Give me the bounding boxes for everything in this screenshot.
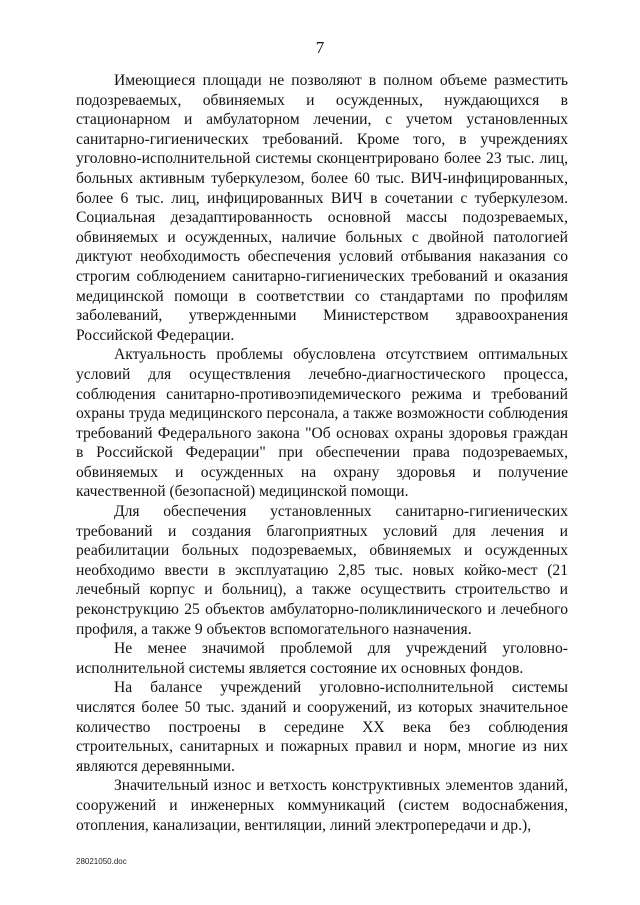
paragraph-fixed-assets: Не менее значимой проблемой для учреждений уголовно-исполнительной системы является состояние их основных фондов. (76, 640, 568, 677)
paragraph-requirements: Для обеспечения установленных санитарно-гигиенических требований и создания благоприятных условий для лечения и реабилитации больных подозреваемых, обвиняемых и осужденных необходимо ввести в эксплуатацию 2,85 тыс. новых койко-мест (21 лечебный корпус и больниц), а также осуществить строительство и реконструкцию 25 объектов амбулаторно-поликлинического и лечебного профиля, а также 9 объектов вспомогательного назначения. (76, 503, 568, 638)
page-number: 7 (315, 38, 325, 57)
paragraph-balance: На балансе учреждений уголовно-исполнительной системы числятся более 50 тыс. зданий и сооружений, из которых значительное количество построены в середине XX века без соблюдения строительных, санитарных и пожарных правил и норм, многие из них являются деревянными. (76, 679, 568, 775)
body-text (76, 71, 568, 835)
paragraph-relevance: Актуальность проблемы обусловлена отсутствием оптимальных условий для осуществления лечебно-диагностического процесса, соблюдения санитарно-противоэпидемического режима и требований охраны труда медицинского персонала, а также возможности соблюдения требований Федерального закона "Об основах охраны здоровья граждан в Российской Федерации" при обеспечении права подозреваемых, обвиняемых и осужденных на охрану здоровья и получение качественной (безопасной) медицинской помощи. (76, 346, 568, 501)
paragraph-wear: Значительный износ и ветхость конструктивных элементов зданий, сооружений и инженерных коммуникаций (систем водоснабжения, отопления, канализации, вентиляции, линий электропередачи и др.), (76, 777, 568, 834)
paragraph-facilities: Имеющиеся площади не позволяют в полном объеме разместить подозреваемых, обвиняемых и осужденных, нуждающихся в стационарном и амбулаторном лечении, с учетом установленных санитарно-гигиенических требований. Кроме того, в учреждениях уголовно-исполнительной системы сконцентрировано более 23 тыс. лиц, больных активным туберкулезом, более 60 тыс. ВИЧ-инфицированных, более 6 тыс. лиц, инфицированных ВИЧ в сочетании с туберкулезом. Социальная дезадаптированность основной массы подозреваемых, обвиняемых и осужденных, наличие больных с двойной патологией диктуют необходимость обеспечения условий отбывания наказания со строгим соблюдением санитарно-гигиенических требований и оказания медицинской помощи в соответствии со стандартами по профилям заболеваний, утвержденными Министерством здравоохранения Российской Федерации. (76, 72, 568, 344)
footer-filename: 28021050.doc (76, 857, 127, 866)
